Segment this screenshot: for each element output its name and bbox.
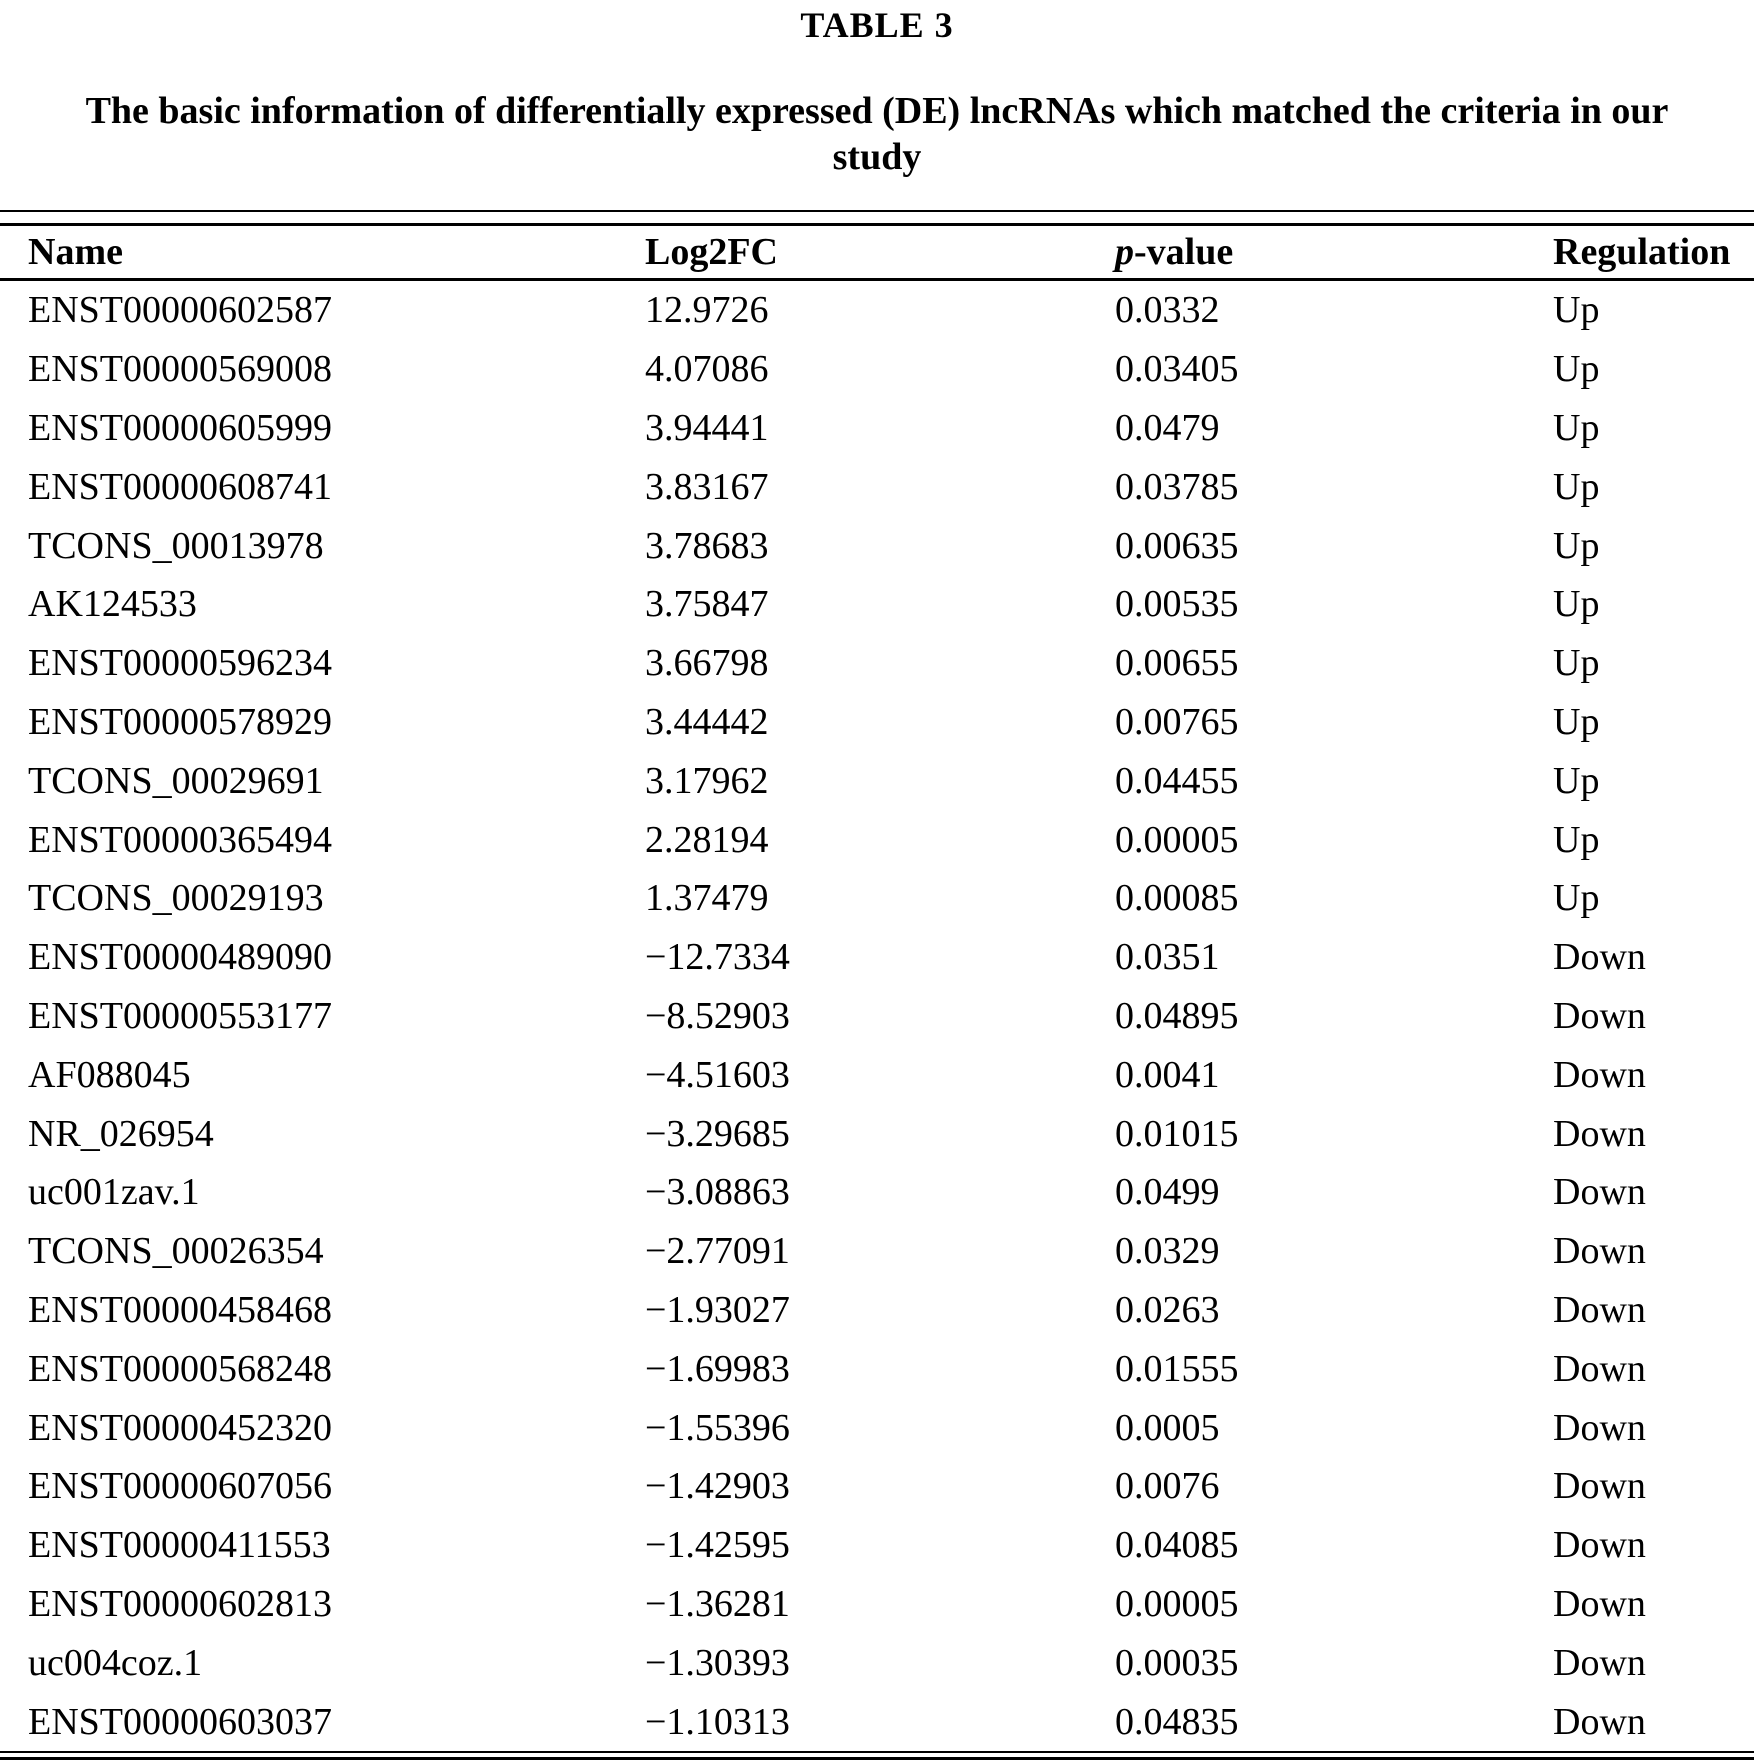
top-rule-thin <box>0 210 1754 212</box>
lncrna-name-cell: ENST00000578929 <box>28 700 332 743</box>
log2fc-cell: 3.75847 <box>645 583 769 626</box>
lncrna-name-cell: TCONS_00029193 <box>28 877 324 920</box>
lncrna-name-cell: ENST00000602587 <box>28 289 332 332</box>
log2fc-cell: 3.44442 <box>645 700 769 743</box>
lncrna-name-cell: AF088045 <box>28 1053 191 1096</box>
log2fc-cell: −4.51603 <box>645 1053 790 1096</box>
table-row <box>0 1457 1754 1516</box>
lncrna-name-cell: ENST00000605999 <box>28 406 332 449</box>
lncrna-name-cell: ENST00000452320 <box>28 1406 332 1449</box>
lncrna-name-cell: ENST00000568248 <box>28 1347 332 1390</box>
pvalue-italic-p: p <box>1115 231 1134 273</box>
regulation-cell: Down <box>1553 1524 1646 1567</box>
bottom-rule-thick <box>0 1757 1754 1760</box>
log2fc-cell: −2.77091 <box>645 1230 790 1273</box>
regulation-cell: Up <box>1553 700 1600 743</box>
pvalue-cell: 0.0479 <box>1115 406 1220 449</box>
pvalue-cell: 0.0005 <box>1115 1406 1220 1449</box>
table-row <box>0 810 1754 869</box>
table-row <box>0 516 1754 575</box>
lncrna-name-cell: uc001zav.1 <box>28 1171 200 1214</box>
table-row <box>0 340 1754 399</box>
log2fc-cell: 3.94441 <box>645 406 769 449</box>
regulation-cell: Up <box>1553 583 1600 626</box>
log2fc-cell: 3.83167 <box>645 465 769 508</box>
table-row <box>0 1222 1754 1281</box>
lncrna-name-cell: ENST00000569008 <box>28 348 332 391</box>
log2fc-cell: 3.66798 <box>645 642 769 685</box>
pvalue-cell: 0.04895 <box>1115 994 1239 1037</box>
pvalue-cell: 0.00035 <box>1115 1641 1239 1684</box>
pvalue-cell: 0.01555 <box>1115 1347 1239 1390</box>
log2fc-cell: −1.30393 <box>645 1641 790 1684</box>
pvalue-cell: 0.00005 <box>1115 1582 1239 1625</box>
table-row <box>0 1633 1754 1692</box>
regulation-cell: Down <box>1553 1641 1646 1684</box>
pvalue-cell: 0.03405 <box>1115 348 1239 391</box>
pvalue-cell: 0.03785 <box>1115 465 1239 508</box>
lncrna-name-cell: ENST00000596234 <box>28 642 332 685</box>
pvalue-suffix: -value <box>1134 231 1234 273</box>
pvalue-cell: 0.00535 <box>1115 583 1239 626</box>
pvalue-cell: 0.01015 <box>1115 1112 1239 1155</box>
lncrna-name-cell: TCONS_00026354 <box>28 1230 324 1273</box>
log2fc-cell: −1.10313 <box>645 1700 790 1743</box>
column-header-pvalue <box>1115 230 1553 274</box>
log2fc-cell: −1.55396 <box>645 1406 790 1449</box>
column-header-name: Name <box>28 231 123 273</box>
log2fc-cell: −3.29685 <box>645 1112 790 1155</box>
table-row <box>0 281 1754 340</box>
bottom-rule-thin <box>0 1751 1754 1753</box>
regulation-cell: Down <box>1553 1582 1646 1625</box>
pvalue-cell: 0.0332 <box>1115 289 1220 332</box>
table-row <box>0 928 1754 987</box>
table-row <box>0 1281 1754 1340</box>
pvalue-cell: 0.0329 <box>1115 1230 1220 1273</box>
log2fc-cell: −12.7334 <box>645 936 790 979</box>
column-header-log2fc: Log2FC <box>645 231 778 273</box>
lncrna-name-cell: ENST00000489090 <box>28 936 332 979</box>
table-row <box>0 751 1754 810</box>
log2fc-cell: −1.36281 <box>645 1582 790 1625</box>
log2fc-cell: 1.37479 <box>645 877 769 920</box>
table-row <box>0 399 1754 458</box>
regulation-cell: Up <box>1553 406 1600 449</box>
lncrna-name-cell: TCONS_00029691 <box>28 759 324 802</box>
table-row <box>0 1104 1754 1163</box>
regulation-cell: Up <box>1553 524 1600 567</box>
column-header-regulation: Regulation <box>1553 231 1731 273</box>
regulation-cell: Up <box>1553 818 1600 861</box>
pvalue-cell: 0.04455 <box>1115 759 1239 802</box>
pvalue-cell: 0.00765 <box>1115 700 1239 743</box>
regulation-cell: Down <box>1553 1171 1646 1214</box>
log2fc-cell: 2.28194 <box>645 818 769 861</box>
data-table <box>0 210 1754 1760</box>
table-row <box>0 1398 1754 1457</box>
regulation-cell: Up <box>1553 348 1600 391</box>
lncrna-name-cell: NR_026954 <box>28 1112 214 1155</box>
log2fc-cell: −1.69983 <box>645 1347 790 1390</box>
pvalue-cell: 0.04835 <box>1115 1700 1239 1743</box>
regulation-cell: Up <box>1553 877 1600 920</box>
table-caption: The basic information of differentially expressed (DE) lncRNAs which matched the criteria in our study <box>85 90 1669 178</box>
lncrna-name-cell: AK124533 <box>28 583 197 626</box>
table-row <box>0 1692 1754 1751</box>
table-row <box>0 634 1754 693</box>
log2fc-cell: −1.42595 <box>645 1524 790 1567</box>
table-row <box>0 1339 1754 1398</box>
pvalue-cell: 0.0076 <box>1115 1465 1220 1508</box>
pvalue-cell: 0.00085 <box>1115 877 1239 920</box>
lncrna-name-cell: ENST00000603037 <box>28 1700 332 1743</box>
lncrna-name-cell: ENST00000608741 <box>28 465 332 508</box>
log2fc-cell: 3.78683 <box>645 524 769 567</box>
lncrna-name-cell: ENST00000365494 <box>28 818 332 861</box>
log2fc-cell: 12.9726 <box>645 289 769 332</box>
regulation-cell: Down <box>1553 936 1646 979</box>
table-row <box>0 1045 1754 1104</box>
table-header-row <box>0 226 1754 278</box>
log2fc-cell: 3.17962 <box>645 759 769 802</box>
regulation-cell: Down <box>1553 1112 1646 1155</box>
pvalue-cell: 0.00655 <box>1115 642 1239 685</box>
pvalue-cell: 0.0041 <box>1115 1053 1220 1096</box>
log2fc-cell: −1.93027 <box>645 1288 790 1331</box>
pvalue-cell: 0.0351 <box>1115 936 1220 979</box>
regulation-cell: Down <box>1553 1465 1646 1508</box>
pvalue-cell: 0.04085 <box>1115 1524 1239 1567</box>
table-row <box>0 1575 1754 1634</box>
log2fc-cell: −1.42903 <box>645 1465 790 1508</box>
table-body <box>0 281 1754 1751</box>
regulation-cell: Up <box>1553 465 1600 508</box>
lncrna-name-cell: uc004coz.1 <box>28 1641 203 1684</box>
regulation-cell: Down <box>1553 1347 1646 1390</box>
lncrna-name-cell: ENST00000553177 <box>28 994 332 1037</box>
table-row <box>0 1516 1754 1575</box>
regulation-cell: Down <box>1553 1700 1646 1743</box>
log2fc-cell: −8.52903 <box>645 994 790 1037</box>
log2fc-cell: −3.08863 <box>645 1171 790 1214</box>
regulation-cell: Up <box>1553 759 1600 802</box>
table-row <box>0 575 1754 634</box>
regulation-cell: Up <box>1553 289 1600 332</box>
pvalue-cell: 0.0263 <box>1115 1288 1220 1331</box>
lncrna-name-cell: TCONS_00013978 <box>28 524 324 567</box>
table-row <box>0 869 1754 928</box>
table-row <box>0 693 1754 752</box>
regulation-cell: Down <box>1553 994 1646 1037</box>
table-row <box>0 457 1754 516</box>
lncrna-name-cell: ENST00000458468 <box>28 1288 332 1331</box>
regulation-cell: Down <box>1553 1406 1646 1449</box>
pvalue-cell: 0.00635 <box>1115 524 1239 567</box>
lncrna-name-cell: ENST00000607056 <box>28 1465 332 1508</box>
table-row <box>0 987 1754 1046</box>
pvalue-cell: 0.00005 <box>1115 818 1239 861</box>
regulation-cell: Up <box>1553 642 1600 685</box>
table-row <box>0 1163 1754 1222</box>
lncrna-name-cell: ENST00000602813 <box>28 1582 332 1625</box>
pvalue-cell: 0.0499 <box>1115 1171 1220 1214</box>
lncrna-name-cell: ENST00000411553 <box>28 1524 331 1567</box>
table-label: TABLE 3 <box>800 5 954 45</box>
regulation-cell: Down <box>1553 1053 1646 1096</box>
regulation-cell: Down <box>1553 1230 1646 1273</box>
log2fc-cell: 4.07086 <box>645 348 769 391</box>
regulation-cell: Down <box>1553 1288 1646 1331</box>
